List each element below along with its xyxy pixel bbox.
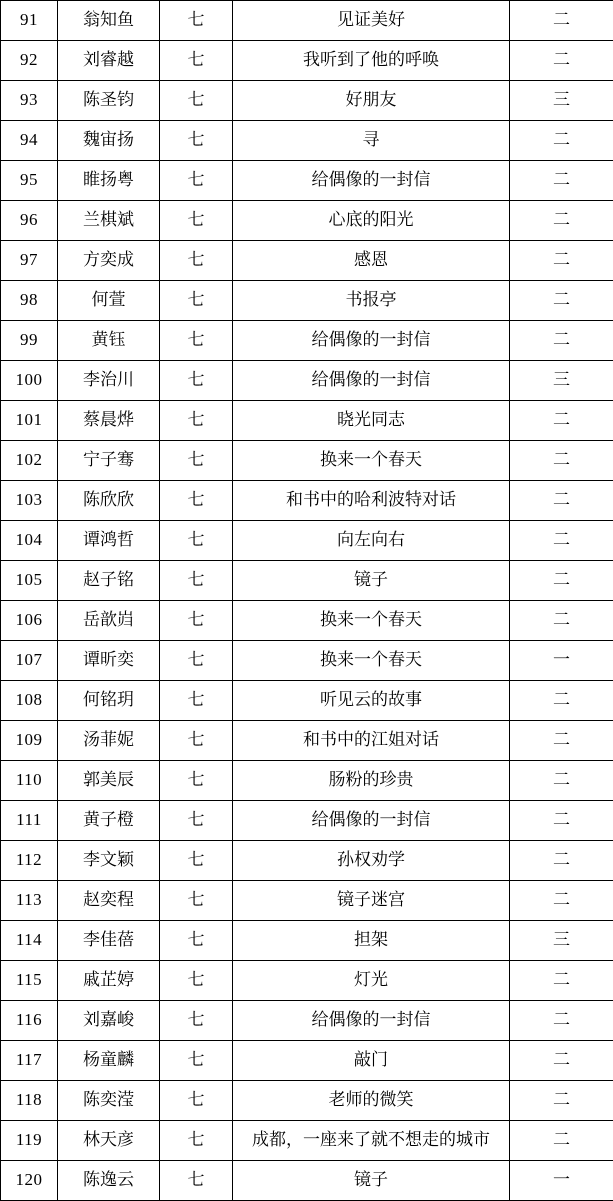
cell-award: 三 [510,361,613,401]
cell-number: 94 [1,121,58,161]
cell-grade: 七 [160,961,233,1001]
cell-award: 二 [510,281,613,321]
cell-name: 何萱 [58,281,160,321]
cell-name: 魏宙扬 [58,121,160,161]
table-row [1,121,613,161]
cell-title: 好朋友 [233,81,510,121]
cell-number: 92 [1,41,58,81]
cell-grade: 七 [160,801,233,841]
cell-title: 换来一个春天 [233,441,510,481]
table-row [1,921,613,961]
cell-award: 二 [510,321,613,361]
cell-name: 宁子骞 [58,441,160,481]
cell-number: 105 [1,561,58,601]
cell-grade: 七 [160,1041,233,1081]
cell-title: 成都，一座来了就不想走的城市 [233,1121,510,1161]
cell-title: 老师的微笑 [233,1081,510,1121]
cell-title: 担架 [233,921,510,961]
cell-award: 二 [510,1001,613,1041]
cell-award: 二 [510,161,613,201]
table-row [1,81,613,121]
cell-award: 二 [510,401,613,441]
cell-name: 李治川 [58,361,160,401]
cell-award: 二 [510,1081,613,1121]
cell-award: 二 [510,801,613,841]
cell-grade: 七 [160,561,233,601]
cell-title: 我听到了他的呼唤 [233,41,510,81]
cell-grade: 七 [160,601,233,641]
cell-number: 102 [1,441,58,481]
cell-grade: 七 [160,161,233,201]
cell-number: 119 [1,1121,58,1161]
cell-number: 113 [1,881,58,921]
table-row [1,801,613,841]
table-row [1,1,613,41]
table-row [1,641,613,681]
cell-award: 二 [510,601,613,641]
cell-number: 115 [1,961,58,1001]
cell-name: 黄子橙 [58,801,160,841]
cell-number: 110 [1,761,58,801]
cell-grade: 七 [160,481,233,521]
cell-name: 谭昕奕 [58,641,160,681]
cell-title: 给偶像的一封信 [233,1001,510,1041]
cell-award: 二 [510,881,613,921]
cell-name: 赵子铭 [58,561,160,601]
cell-title: 寻 [233,121,510,161]
cell-award: 二 [510,681,613,721]
cell-award: 二 [510,481,613,521]
table-row [1,961,613,1001]
cell-number: 117 [1,1041,58,1081]
cell-grade: 七 [160,1121,233,1161]
cell-title: 向左向右 [233,521,510,561]
cell-number: 109 [1,721,58,761]
cell-grade: 七 [160,1,233,41]
table-row [1,1041,613,1081]
cell-award: 三 [510,81,613,121]
table-row [1,281,613,321]
table-row [1,721,613,761]
cell-name: 李文颖 [58,841,160,881]
cell-title: 换来一个春天 [233,601,510,641]
cell-number: 98 [1,281,58,321]
cell-name: 黄钰 [58,321,160,361]
cell-grade: 七 [160,641,233,681]
table-row [1,561,613,601]
cell-name: 李佳蓓 [58,921,160,961]
cell-award: 二 [510,1,613,41]
cell-name: 刘嘉峻 [58,1001,160,1041]
cell-number: 104 [1,521,58,561]
cell-name: 刘睿越 [58,41,160,81]
cell-grade: 七 [160,441,233,481]
cell-grade: 七 [160,681,233,721]
cell-grade: 七 [160,361,233,401]
cell-number: 91 [1,1,58,41]
cell-number: 96 [1,201,58,241]
cell-number: 99 [1,321,58,361]
cell-grade: 七 [160,121,233,161]
cell-grade: 七 [160,81,233,121]
table-row [1,481,613,521]
cell-grade: 七 [160,41,233,81]
cell-title: 换来一个春天 [233,641,510,681]
table-row [1,241,613,281]
table-row [1,601,613,641]
cell-name: 杨童麟 [58,1041,160,1081]
cell-name: 陈逸云 [58,1161,160,1201]
cell-name: 林天彦 [58,1121,160,1161]
cell-award: 二 [510,441,613,481]
table-row [1,401,613,441]
cell-name: 睢扬粤 [58,161,160,201]
cell-award: 二 [510,241,613,281]
table-row [1,1001,613,1041]
cell-grade: 七 [160,241,233,281]
table-row [1,1121,613,1161]
cell-award: 二 [510,41,613,81]
table-row [1,881,613,921]
cell-name: 陈圣钧 [58,81,160,121]
cell-name: 汤菲妮 [58,721,160,761]
cell-title: 听见云的故事 [233,681,510,721]
cell-grade: 七 [160,401,233,441]
award-results-table-body [1,1,613,1201]
cell-title: 敲门 [233,1041,510,1081]
cell-name: 戚芷婷 [58,961,160,1001]
cell-title: 给偶像的一封信 [233,161,510,201]
cell-award: 二 [510,721,613,761]
cell-grade: 七 [160,521,233,561]
table-row [1,521,613,561]
cell-name: 兰棋斌 [58,201,160,241]
cell-number: 120 [1,1161,58,1201]
cell-title: 给偶像的一封信 [233,801,510,841]
cell-title: 感恩 [233,241,510,281]
cell-award: 二 [510,761,613,801]
cell-number: 112 [1,841,58,881]
table-row [1,441,613,481]
cell-title: 灯光 [233,961,510,1001]
cell-number: 101 [1,401,58,441]
cell-title: 镜子 [233,561,510,601]
cell-title: 给偶像的一封信 [233,361,510,401]
cell-award: 一 [510,641,613,681]
cell-grade: 七 [160,1161,233,1201]
cell-number: 95 [1,161,58,201]
cell-grade: 七 [160,1001,233,1041]
cell-grade: 七 [160,321,233,361]
cell-number: 103 [1,481,58,521]
cell-number: 108 [1,681,58,721]
cell-grade: 七 [160,721,233,761]
table-row [1,761,613,801]
cell-number: 116 [1,1001,58,1041]
cell-title: 晓光同志 [233,401,510,441]
cell-award: 二 [510,841,613,881]
table-row [1,321,613,361]
cell-number: 97 [1,241,58,281]
table-row [1,361,613,401]
cell-grade: 七 [160,201,233,241]
cell-grade: 七 [160,281,233,321]
cell-award: 二 [510,1121,613,1161]
cell-number: 100 [1,361,58,401]
cell-name: 蔡晨烨 [58,401,160,441]
cell-grade: 七 [160,1081,233,1121]
table-row [1,201,613,241]
cell-number: 93 [1,81,58,121]
cell-title: 肠粉的珍贵 [233,761,510,801]
cell-award: 三 [510,921,613,961]
table-row [1,1081,613,1121]
cell-award: 二 [510,121,613,161]
cell-award: 二 [510,201,613,241]
cell-award: 二 [510,521,613,561]
cell-title: 书报亭 [233,281,510,321]
cell-name: 谭鸿哲 [58,521,160,561]
cell-title: 镜子 [233,1161,510,1201]
cell-number: 118 [1,1081,58,1121]
table-row [1,1161,613,1201]
cell-title: 孙权劝学 [233,841,510,881]
cell-name: 翁知鱼 [58,1,160,41]
cell-grade: 七 [160,841,233,881]
cell-title: 给偶像的一封信 [233,321,510,361]
cell-title: 镜子迷宫 [233,881,510,921]
cell-number: 107 [1,641,58,681]
cell-number: 111 [1,801,58,841]
cell-number: 114 [1,921,58,961]
cell-title: 心底的阳光 [233,201,510,241]
cell-award: 二 [510,961,613,1001]
cell-name: 赵奕程 [58,881,160,921]
cell-title: 见证美好 [233,1,510,41]
table-row [1,161,613,201]
cell-title: 和书中的江姐对话 [233,721,510,761]
cell-name: 陈欣欣 [58,481,160,521]
cell-name: 陈奕滢 [58,1081,160,1121]
table-row [1,681,613,721]
cell-award: 一 [510,1161,613,1201]
cell-name: 岳歆岿 [58,601,160,641]
table-row [1,841,613,881]
cell-grade: 七 [160,761,233,801]
cell-number: 106 [1,601,58,641]
cell-name: 郭美辰 [58,761,160,801]
cell-award: 二 [510,561,613,601]
table-row [1,41,613,81]
cell-grade: 七 [160,921,233,961]
cell-name: 何铭玥 [58,681,160,721]
cell-title: 和书中的哈利波特对话 [233,481,510,521]
cell-award: 二 [510,1041,613,1081]
cell-name: 方奕成 [58,241,160,281]
cell-grade: 七 [160,881,233,921]
